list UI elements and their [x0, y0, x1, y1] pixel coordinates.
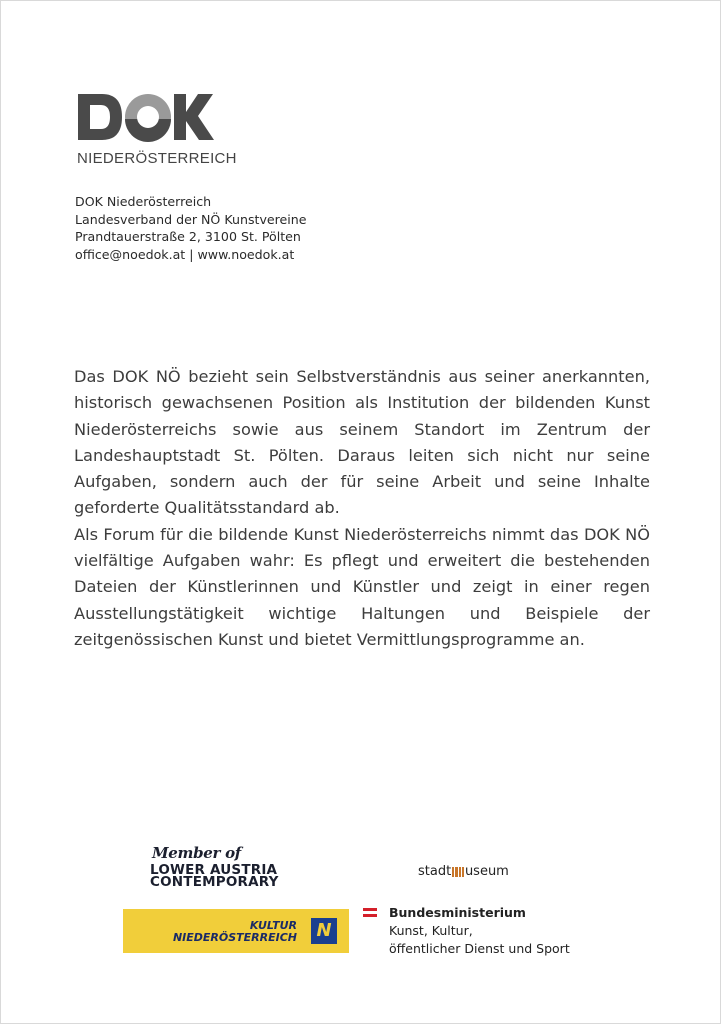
stadtmuseum-m-icon	[452, 867, 464, 877]
lac-line-2: CONTEMPORARY	[150, 874, 279, 890]
body-text	[74, 364, 650, 653]
body-paragraph: Als Forum für die bildende Kunst Niederösterreichs nimmt das DOK NÖ vielfältige Aufgaben wahr: Es pflegt und erweitert die bestehenden Dateien der Künstlerinnen und Künstler und zeigt in einer regen Ausstellungstätigkeit wichtige Haltungen und Beispiele der zeitgenössischen Kunst und bietet Vermittlungsprogramme an.	[74, 524, 650, 649]
austria-flag-icon	[363, 908, 377, 917]
body-paragraph: Das DOK NÖ bezieht sein Selbstverständnis aus seiner anerkannten, historisch gewachsenen Position als Institution der bildenden Kunst Niederösterreichs sowie aus seinem Standort im Zentrum der Landeshauptstadt St. Pölten. Daraus leiten sich nicht nur seine Aufgaben, sondern auch der für seine Arbeit und seine Inhalte geforderte Qualitätsstandard ab.	[74, 367, 650, 518]
bmk-line-1: Bundesministerium	[389, 905, 526, 920]
kultur-line-2: NIEDERÖSTERREICH	[172, 931, 297, 944]
lower-austria-contemporary-logo	[150, 844, 330, 890]
dok-logo-mark	[76, 92, 237, 172]
dok-logo-subtitle: NIEDERÖSTERREICH	[77, 150, 237, 167]
address-line: DOK Niederösterreich	[75, 194, 212, 209]
noe-n-icon: N	[311, 918, 337, 944]
address-block	[75, 193, 307, 263]
bmk-line-3: öffentlicher Dienst und Sport	[389, 941, 570, 956]
bmk-line-2: Kunst, Kultur,	[389, 923, 473, 938]
lac-line-1: LOWER AUSTRIA	[150, 862, 278, 878]
stadtmuseum-text-right: useum	[464, 864, 509, 879]
address-line: Landesverband der NÖ Kunstvereine	[75, 211, 307, 227]
dok-logo	[76, 92, 237, 172]
kultur-niederoesterreich-logo	[123, 909, 349, 953]
stadtmuseum-logo	[418, 864, 509, 879]
kultur-line-1: KULTUR	[249, 919, 297, 932]
contact-line: office@noedok.at | www.noedok.at	[75, 246, 295, 262]
address-line: Prandtauerstraße 2, 3100 St. Pölten	[75, 229, 301, 245]
stadtmuseum-text-left: stadt	[418, 864, 452, 879]
lac-member-of: Member of	[152, 844, 241, 862]
